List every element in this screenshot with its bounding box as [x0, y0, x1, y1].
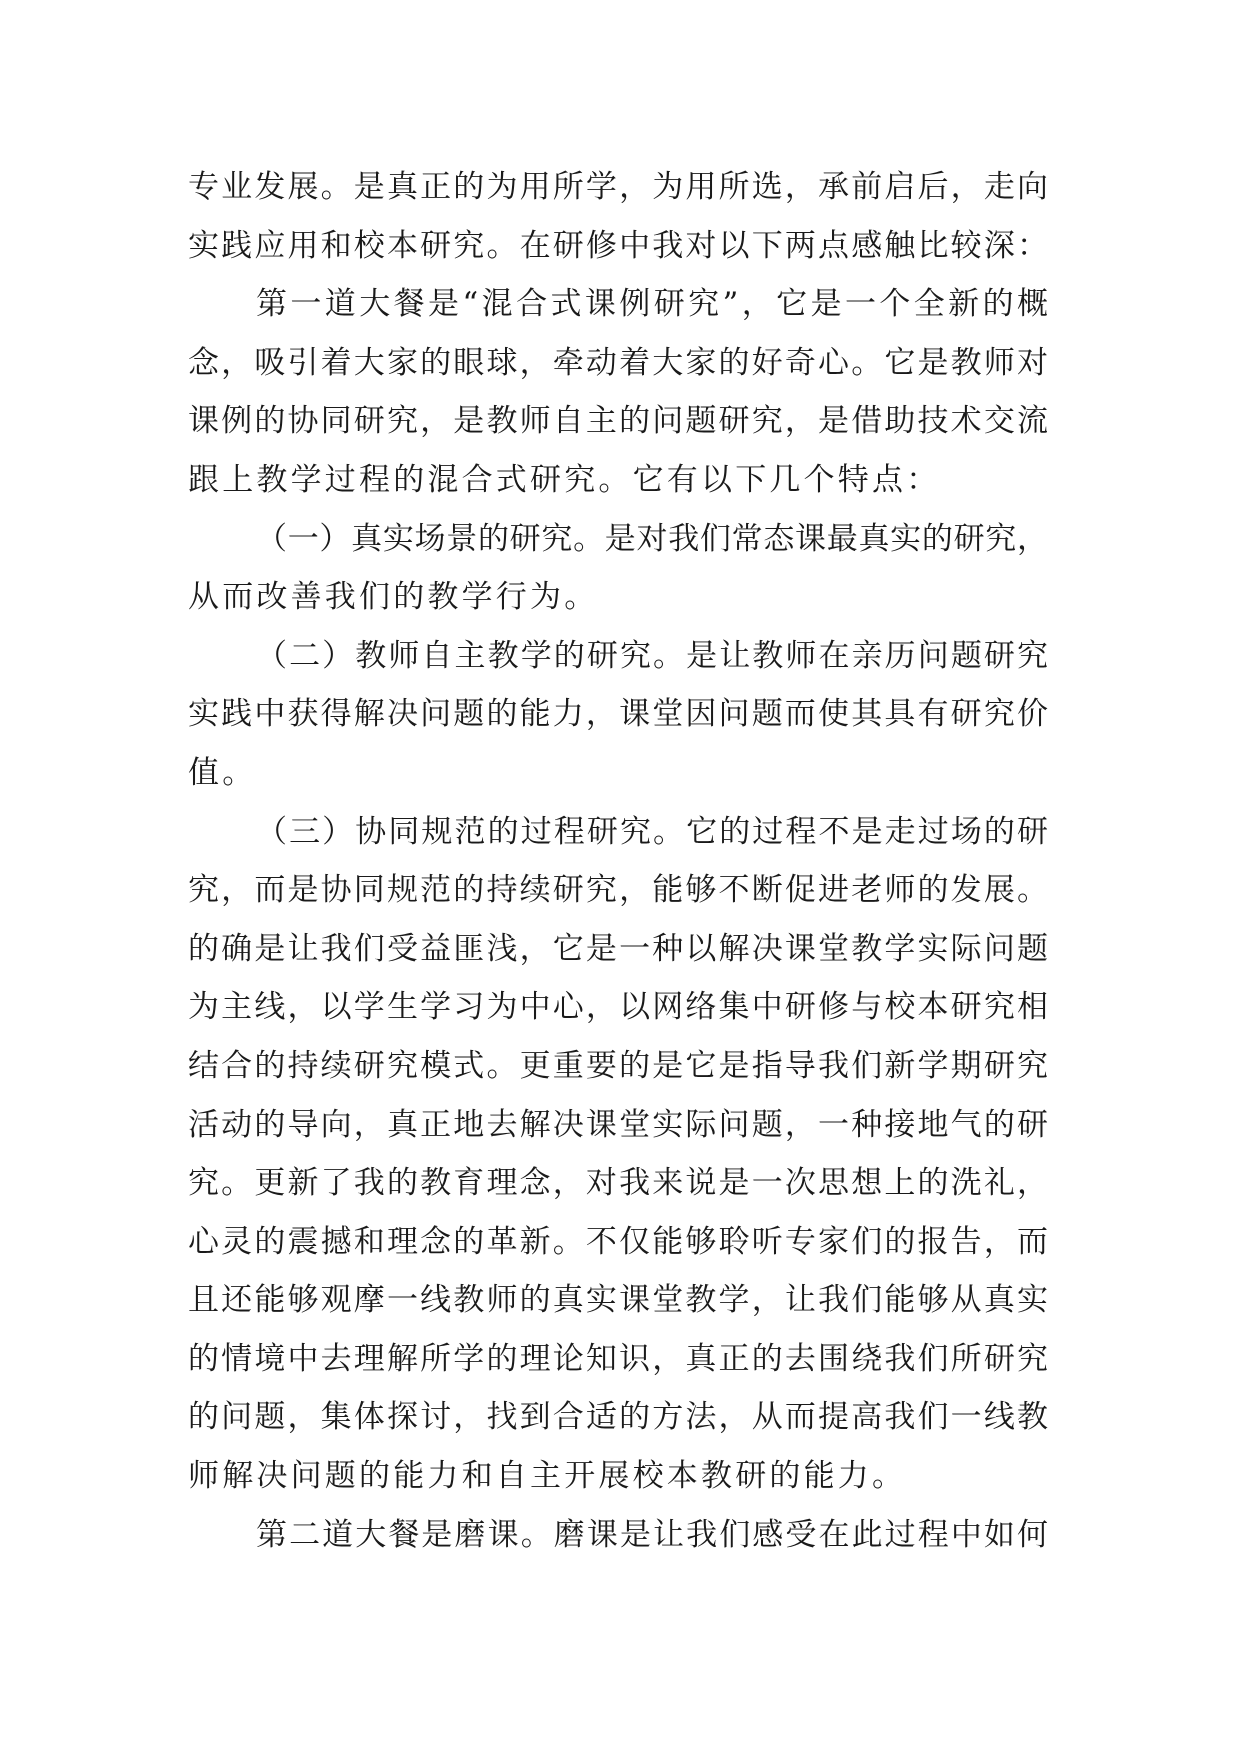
text-line: 值。: [188, 754, 257, 791]
text-line: 的情境中去理解所学的理论知识，真正的去围绕我们所研究: [188, 1340, 1048, 1377]
text-line: 从而改善我们的教学行为。: [188, 579, 599, 616]
text-line: 心灵的震撼和理念的革新。不仅能够聆听专家们的报告，而: [188, 1223, 1048, 1260]
text-line: 的问题，集体探讨，找到合适的方法，从而提高我们一线教: [188, 1399, 1048, 1436]
text-line: 第一道大餐是“混合式课例研究”，它是一个全新的概: [256, 286, 1048, 323]
text-line: 结合的持续研究模式。更重要的是它是指导我们新学期研究: [188, 1047, 1048, 1084]
text-line: 实践应用和校本研究。在研修中我对以下两点感触比较深：: [188, 227, 1048, 264]
text-line: 的确是让我们受益匪浅，它是一种以解决课堂教学实际问题: [188, 930, 1048, 967]
text-line: 究。更新了我的教育理念，对我来说是一次思想上的洗礼，: [188, 1165, 1048, 1202]
text-line: 念，吸引着大家的眼球，牵动着大家的好奇心。它是教师对: [188, 344, 1048, 381]
text-line: 且还能够观摩一线教师的真实课堂教学，让我们能够从真实: [188, 1282, 1048, 1319]
text-line: 究，而是协同规范的持续研究，能够不断促进老师的发展。: [188, 872, 1048, 909]
text-line: 课例的协同研究，是教师自主的问题研究，是借助技术交流: [188, 403, 1048, 440]
text-line: （一）真实场景的研究。是对我们常态课最真实的研究，: [256, 520, 1048, 557]
text-line: （三）协同规范的过程研究。它的过程不是走过场的研: [256, 813, 1048, 850]
text-line: 实践中获得解决问题的能力，课堂因问题而使其具有研究价: [188, 696, 1048, 733]
text-line: 师解决问题的能力和自主开展校本教研的能力。: [188, 1458, 907, 1495]
text-line: 为主线，以学生学习为中心，以网络集中研修与校本研究相: [188, 989, 1048, 1026]
text-line: 第二道大餐是磨课。磨课是让我们感受在此过程中如何: [256, 1516, 1048, 1553]
document-body: [188, 158, 1048, 1564]
text-line: 跟上教学过程的混合式研究。它有以下几个特点：: [188, 461, 941, 498]
text-line: 活动的导向，真正地去解决课堂实际问题，一种接地气的研: [188, 1106, 1048, 1143]
text-line: 专业发展。是真正的为用所学，为用所选，承前启后，走向: [188, 169, 1048, 205]
text-line: （二）教师自主教学的研究。是让教师在亲历问题研究: [256, 637, 1048, 674]
